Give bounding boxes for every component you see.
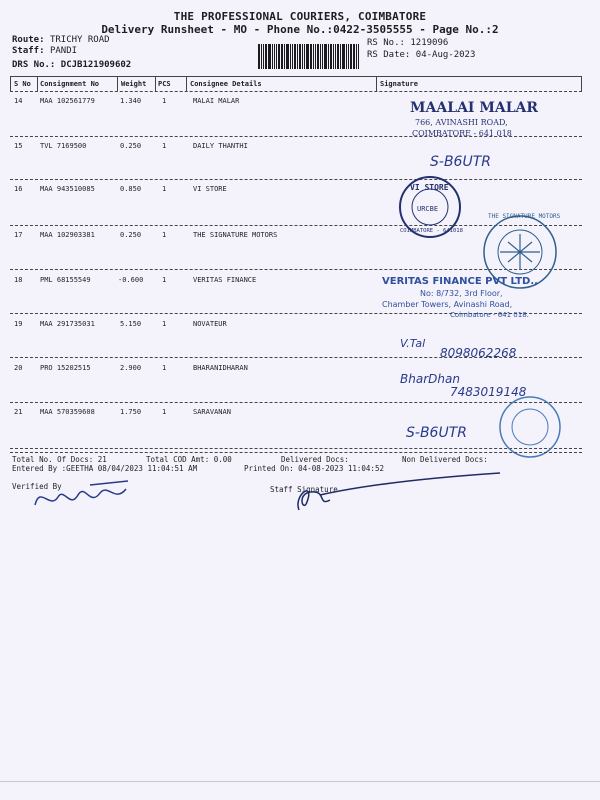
barcode-bar — [284, 44, 285, 69]
route-value: TRICHY ROAD — [49, 35, 110, 45]
consignee-cell: BHARANIDHARAN — [193, 364, 248, 372]
staff-signature-label: Staff Signature — [270, 485, 338, 494]
pcs-cell: 1 — [162, 276, 167, 284]
barcode-bar — [337, 44, 339, 69]
col-divider — [155, 77, 156, 91]
barcode-bar — [261, 44, 262, 69]
consignee-cell: VI STORE — [193, 185, 227, 193]
weight-cell: 0.250 — [120, 231, 142, 239]
barcode-bar — [272, 44, 273, 69]
barcode-bar — [297, 44, 298, 69]
sno-cell: 20 — [14, 364, 23, 372]
consignment-cell: MAA 102561779 — [40, 97, 95, 105]
veritas-stamp — [382, 276, 538, 319]
staff-line: Staff: PANDI — [12, 46, 78, 56]
veritas-line2: Chamber Towers, Avinashi Road, — [382, 300, 513, 309]
column-header-signature: Signature — [380, 80, 418, 88]
barcode-bar — [313, 44, 314, 69]
consignment-cell: MAA 102903381 — [40, 231, 95, 239]
summary-top-rule — [10, 452, 582, 453]
consignment-cell: PRO 15202515 — [40, 364, 91, 372]
handwriting-row20b: 7483019148 — [450, 385, 527, 399]
barcode-bar — [290, 44, 291, 69]
consignment-cell: TVL 7169500 — [40, 142, 87, 150]
pcs-cell: 1 — [162, 142, 167, 150]
consignee-cell: DAILY THANTHI — [193, 142, 248, 150]
handwriting-row19a: V.Tal — [400, 337, 426, 350]
barcode-bar — [358, 44, 359, 69]
handwriting-row19b: 8098062268 — [440, 346, 517, 360]
printed-on: Printed On: 04-08-2023 11:04:52 — [244, 464, 384, 473]
table-top-rule — [10, 76, 582, 77]
pcs-cell: 1 — [162, 97, 167, 105]
pcs-cell: 1 — [162, 231, 167, 239]
total-docs-value: 21 — [97, 455, 107, 464]
vi-store-mid: URCBE — [417, 205, 439, 213]
veritas-line3: Coimbatore - 641 018. — [450, 311, 529, 319]
consignment-cell: MAA 291735031 — [40, 320, 95, 328]
rs-date-value: 04-Aug-2023 — [415, 50, 476, 60]
receiver-seal — [500, 397, 560, 457]
pcs-cell: 1 — [162, 408, 167, 416]
signature-stamps-overlay — [370, 92, 595, 472]
weight-cell: 5.150 — [120, 320, 142, 328]
col-divider — [37, 77, 38, 91]
barcode-bar — [350, 44, 352, 69]
consignee-cell: VERITAS FINANCE — [193, 276, 257, 284]
barcode-bar — [328, 44, 329, 69]
runsheet-subtitle: Delivery Runsheet - MO - Phone No.:0422-3505555 - Page No.:2 — [101, 23, 499, 36]
barcode-bar — [335, 44, 336, 69]
barcode-bar — [348, 44, 349, 69]
consignee-cell: THE SIGNATURE MOTORS — [193, 231, 278, 239]
page-bottom-edge — [0, 781, 600, 782]
col-divider — [186, 77, 187, 91]
verified-by-label: Verified By — [12, 482, 62, 491]
barcode-bar — [324, 44, 327, 69]
barcode-bar — [342, 44, 345, 69]
sno-cell: 19 — [14, 320, 23, 328]
barcode-bar — [306, 44, 309, 69]
barcode-bar — [330, 44, 332, 69]
veritas-line1: No: 8/732, 3rd Floor, — [420, 289, 503, 298]
sno-cell: 15 — [14, 142, 23, 150]
barcode-bar — [333, 44, 334, 69]
malai-malar-address: 766, AVINASHI ROAD, — [415, 118, 508, 127]
route-line: Route: TRICHY ROAD — [12, 35, 110, 45]
barcode-bar — [258, 44, 260, 69]
barcode-bar — [265, 44, 267, 69]
barcode-bar — [315, 44, 316, 69]
total-cod-value: 0.00 — [213, 455, 232, 464]
barcode-bar — [263, 44, 264, 69]
consignment-cell: PML 68155549 — [40, 276, 91, 284]
barcode-bar — [294, 44, 296, 69]
column-header-consignee: Consignee Details — [190, 80, 262, 88]
total-cod: Total COD Amt: 0.00 — [146, 455, 232, 464]
malai-malar-city: COIMBATORE - 641 018 — [412, 129, 512, 138]
drs-line: DRS No.: DCJB121909602 — [12, 60, 132, 70]
barcode-bar — [302, 44, 303, 69]
barcode — [258, 44, 364, 69]
barcode-bar — [286, 44, 289, 69]
handwriting-row20a: BharDhan — [400, 372, 460, 386]
signature-motors-text: THE SIGNATURE MOTORS — [488, 213, 561, 220]
barcode-bar — [340, 44, 341, 69]
rs-date-line: RS Date: 04-Aug-2023 — [367, 50, 476, 60]
barcode-bar — [292, 44, 293, 69]
consignment-cell: MAA 570359608 — [40, 408, 95, 416]
handwriting-row21: S-B6UTR — [406, 425, 467, 441]
pcs-cell: 1 — [162, 364, 167, 372]
col-divider — [376, 77, 377, 91]
drs-value: DCJB121909602 — [60, 60, 132, 70]
entered-by: Entered By :GEETHA 08/04/2023 11:04:51 AM — [12, 464, 198, 473]
col-divider — [10, 77, 11, 91]
veritas-name: VERITAS FINANCE PVT LTD., — [382, 276, 538, 287]
handwriting-row15: S-B6UTR — [430, 154, 491, 170]
vi-store-stamp — [400, 177, 463, 237]
staff-signature — [285, 470, 515, 520]
company-title: THE PROFESSIONAL COURIERS, COIMBATORE — [173, 10, 427, 23]
barcode-bar — [268, 44, 271, 69]
barcode-bar — [304, 44, 305, 69]
barcode-bar — [322, 44, 323, 69]
weight-cell: 1.340 — [120, 97, 142, 105]
pcs-cell: 1 — [162, 185, 167, 193]
vi-store-bottom: COIMBATORE - 641018 — [400, 228, 463, 234]
weight-cell: 0.250 — [120, 142, 142, 150]
barcode-bar — [274, 44, 275, 69]
barcode-bar — [320, 44, 321, 69]
consignment-cell: MAA 943510085 — [40, 185, 95, 193]
barcode-bar — [353, 44, 355, 69]
barcode-bar — [310, 44, 312, 69]
sno-cell: 21 — [14, 408, 23, 416]
staff-value: PANDI — [49, 46, 78, 56]
barcode-bar — [281, 44, 283, 69]
barcode-bar — [317, 44, 319, 69]
vi-store-top: VI STORE — [410, 183, 449, 192]
weight-cell: 1.750 — [120, 408, 142, 416]
delivered-docs-label: Delivered Docs: — [281, 455, 349, 464]
sno-cell: 18 — [14, 276, 23, 284]
handwritten-signatures — [400, 337, 527, 441]
barcode-bar — [276, 44, 277, 69]
consignee-cell: SARAVANAN — [193, 408, 231, 416]
col-divider — [117, 77, 118, 91]
total-docs: Total No. Of Docs: 21 — [12, 455, 107, 464]
column-header-sno: S No — [14, 80, 31, 88]
verified-signature — [30, 475, 150, 520]
weight-cell: 2.900 — [120, 364, 142, 372]
barcode-bar — [346, 44, 347, 69]
rs-no-line: RS No.: 1219096 — [367, 38, 449, 48]
barcode-bar — [278, 44, 280, 69]
sno-cell: 16 — [14, 185, 23, 193]
column-header-consignment: Consignment No — [40, 80, 100, 88]
col-divider — [581, 77, 582, 91]
rs-no-value: 1219096 — [410, 38, 449, 48]
barcode-bar — [356, 44, 357, 69]
column-header-weight: Weight — [121, 80, 147, 88]
sno-cell: 17 — [14, 231, 23, 239]
column-header-pcs: PCS — [158, 80, 171, 88]
non-delivered-docs-label: Non Delivered Docs: — [402, 455, 488, 464]
weight-cell: 0.850 — [120, 185, 142, 193]
consignee-cell: NOVATEUR — [193, 320, 227, 328]
malai-malar-stamp — [410, 100, 538, 138]
weight-cell: -0.600 — [118, 276, 144, 284]
malai-malar-name: MAALAI MALAR — [410, 100, 539, 116]
sno-cell: 14 — [14, 97, 23, 105]
pcs-cell: 1 — [162, 320, 167, 328]
consignee-cell: MALAI MALAR — [193, 97, 240, 105]
barcode-bar — [299, 44, 301, 69]
